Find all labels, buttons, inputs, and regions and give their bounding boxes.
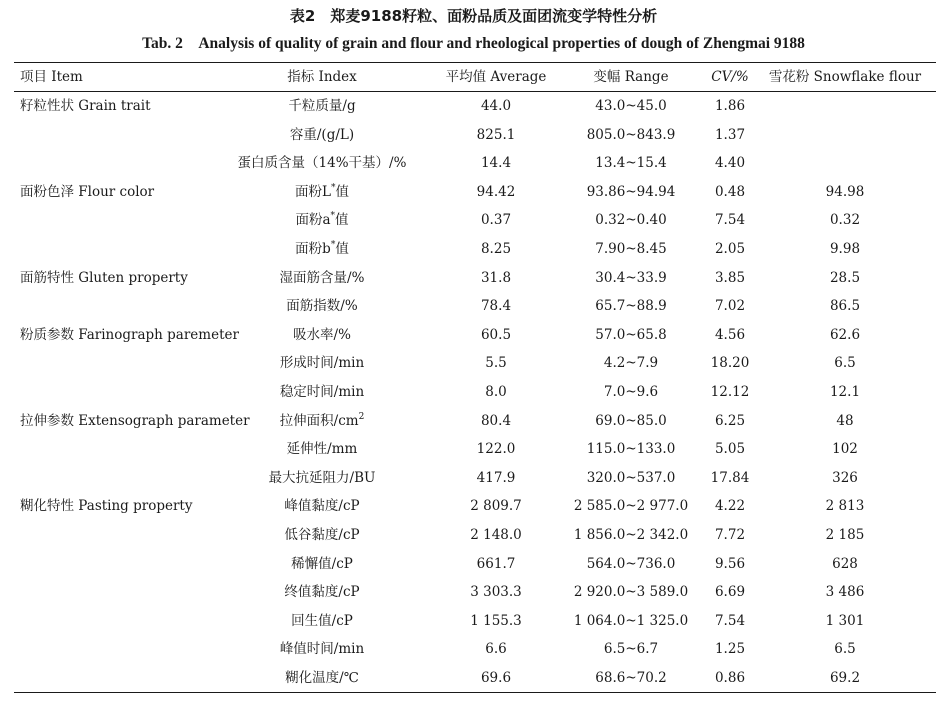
cv-value: 0.48	[714, 183, 746, 200]
average-value: 2 148.0	[470, 527, 522, 543]
table-row	[0, 149, 947, 177]
snowflake-value: 3 486	[825, 584, 865, 601]
index-label-superscript: *	[330, 211, 336, 222]
table-row	[0, 492, 947, 520]
average-value: 122.0	[476, 441, 516, 458]
average-value: 69.6	[480, 670, 512, 686]
average-value: 417.9	[476, 469, 516, 486]
table-row	[0, 292, 947, 320]
index-label: 吸水率/%	[293, 326, 351, 343]
header-cv: CV/%	[711, 69, 749, 85]
table-row	[0, 121, 947, 149]
table-row	[0, 464, 947, 492]
index-label-base: 面粉a	[295, 212, 331, 229]
index-label: 低谷黏度/cP	[284, 527, 360, 543]
range-value: 115.0~133.0	[586, 441, 676, 458]
index-label: 峰值黏度/cP	[284, 498, 360, 515]
cv-value: 7.54	[714, 612, 746, 629]
group-item-label: 拉伸参数 Extensograph parameter	[20, 412, 250, 429]
range-value: 805.0~843.9	[586, 126, 676, 143]
snowflake-value: 0.32	[829, 212, 861, 229]
index-label-base: 面粉L	[295, 183, 331, 200]
index-label-superscript: 2	[358, 411, 365, 422]
range-value: 57.0~65.8	[595, 326, 667, 343]
cv-value: 1.86	[714, 98, 746, 114]
cv-value: 2.05	[714, 241, 746, 257]
average-value: 3 303.3	[470, 584, 522, 601]
index-label: 容重/(g/L)	[289, 126, 355, 143]
table-row	[0, 178, 947, 206]
range-value: 4.2~7.9	[603, 355, 659, 372]
header-index: 指标 Index	[287, 69, 357, 85]
average-value: 78.4	[480, 298, 512, 315]
snowflake-value: 9.98	[829, 241, 861, 257]
range-value: 1 064.0~1 325.0	[573, 612, 689, 629]
group-item-label: 糊化特性 Pasting property	[20, 498, 193, 515]
group-item-label: 粉质参数 Farinograph paremeter	[20, 326, 239, 343]
header-average: 平均值 Average	[445, 69, 547, 85]
index-label: 延伸性/mm	[286, 441, 358, 458]
snowflake-value: 62.6	[829, 326, 861, 343]
table-row	[0, 235, 947, 263]
index-label-superscript: *	[330, 240, 336, 250]
snowflake-value: 2 185	[825, 527, 865, 543]
index-label: 面筋指数/%	[286, 298, 358, 315]
index-label-base: 面粉b	[295, 241, 331, 257]
snowflake-value	[760, 149, 930, 177]
index-label-base: 拉伸面积/cm	[279, 412, 359, 429]
index-label: 回生值/cP	[291, 612, 353, 629]
average-value: 14.4	[480, 155, 512, 172]
bottom-rule	[14, 692, 936, 693]
table-row	[0, 378, 947, 406]
cv-value: 6.25	[714, 412, 746, 429]
index-label: 稳定时间/min	[279, 384, 365, 400]
range-value: 7.0~9.6	[603, 384, 659, 400]
cv-value: 1.25	[714, 641, 746, 658]
range-value: 69.0~85.0	[595, 412, 667, 429]
index-label: 终值黏度/cP	[284, 584, 360, 601]
table-row	[0, 206, 947, 234]
range-value: 0.32~0.40	[595, 212, 667, 229]
index-label-tail: 值	[335, 241, 349, 257]
index-label	[212, 206, 432, 234]
table-title-english: Tab. 2 Analysis of quality of grain and flour and rheological properties of dough of Zhengmai 9188	[142, 35, 805, 52]
cv-value: 1.37	[714, 126, 746, 143]
header-item: 项目 Item	[20, 69, 83, 85]
snowflake-value: 326	[832, 469, 858, 486]
range-value: 2 920.0~3 589.0	[573, 584, 689, 601]
group-item-label: 面粉色泽 Flour color	[20, 183, 155, 200]
group-item-label: 面筋特性 Gluten property	[20, 269, 188, 286]
table-row	[0, 578, 947, 606]
table-row	[0, 635, 947, 663]
cv-value: 6.69	[714, 584, 746, 601]
average-value: 0.37	[480, 212, 512, 229]
snowflake-value: 1 301	[825, 612, 865, 629]
snowflake-value: 6.5	[834, 641, 856, 658]
index-label	[212, 235, 432, 263]
snowflake-value: 94.98	[825, 183, 865, 200]
table-row	[0, 321, 947, 349]
snowflake-value: 6.5	[834, 355, 856, 372]
index-label-superscript: *	[330, 182, 336, 193]
header-range: 变幅 Range	[593, 69, 669, 85]
snowflake-value: 69.2	[829, 670, 861, 686]
average-value: 60.5	[480, 326, 512, 343]
table-header-row	[0, 63, 947, 91]
index-label-tail: 值	[335, 212, 349, 229]
table-row	[0, 349, 947, 377]
cv-value: 9.56	[714, 555, 746, 572]
cv-value: 18.20	[710, 355, 750, 372]
range-value: 65.7~88.9	[595, 298, 667, 315]
snowflake-value: 2 813	[825, 498, 865, 515]
average-value: 2 809.7	[470, 498, 522, 515]
range-value: 320.0~537.0	[586, 469, 676, 486]
average-value: 8.0	[485, 384, 507, 400]
cv-value: 3.85	[714, 269, 746, 286]
table-title-chinese: 表2 郑麦9188籽粒、面粉品质及面团流变学特性分析	[289, 7, 658, 25]
cv-value: 4.22	[714, 498, 746, 515]
cv-value: 7.02	[714, 298, 746, 315]
snowflake-value: 48	[836, 412, 854, 429]
range-value: 1 856.0~2 342.0	[573, 527, 689, 543]
index-label: 最大抗延阻力/BU	[268, 469, 376, 486]
range-value: 6.5~6.7	[603, 641, 659, 658]
range-value: 93.86~94.94	[586, 183, 676, 200]
cv-value: 4.40	[714, 155, 746, 172]
table-row	[0, 607, 947, 635]
table-row	[0, 550, 947, 578]
cv-value: 17.84	[710, 469, 750, 486]
snowflake-value: 102	[832, 441, 858, 458]
snowflake-value	[760, 92, 930, 120]
snowflake-value: 86.5	[829, 298, 861, 315]
index-label: 稀懈值/cP	[291, 555, 353, 572]
average-value: 5.5	[485, 355, 507, 372]
group-item-label: 籽粒性状 Grain trait	[20, 98, 151, 114]
table-row	[0, 664, 947, 692]
snowflake-value	[760, 121, 930, 149]
index-label: 蛋白质含量（14%干基）/%	[237, 155, 407, 172]
average-value: 825.1	[476, 126, 516, 143]
cv-value: 0.86	[714, 670, 746, 686]
index-label: 糊化温度/℃	[285, 670, 359, 686]
cv-value: 12.12	[710, 384, 750, 400]
snowflake-value: 12.1	[829, 384, 861, 400]
index-label: 湿面筋含量/%	[279, 269, 365, 286]
table-row	[0, 264, 947, 292]
range-value: 564.0~736.0	[586, 555, 676, 572]
index-label	[212, 178, 432, 206]
range-value: 7.90~8.45	[595, 241, 667, 257]
cv-value: 7.54	[714, 212, 746, 229]
range-value: 68.6~70.2	[595, 670, 667, 686]
cv-value: 5.05	[714, 441, 746, 458]
range-value: 43.0~45.0	[595, 98, 667, 114]
average-value: 661.7	[476, 555, 516, 572]
average-value: 31.8	[480, 269, 512, 286]
index-label	[212, 407, 432, 435]
average-value: 1 155.3	[470, 612, 522, 629]
snowflake-value: 28.5	[829, 269, 861, 286]
average-value: 8.25	[480, 241, 512, 257]
average-value: 80.4	[480, 412, 512, 429]
table-row	[0, 407, 947, 435]
average-value: 6.6	[485, 641, 507, 658]
average-value: 94.42	[476, 183, 516, 200]
range-value: 13.4~15.4	[595, 155, 667, 172]
average-value: 44.0	[480, 98, 512, 114]
index-label: 峰值时间/min	[279, 641, 365, 658]
range-value: 30.4~33.9	[595, 269, 667, 286]
table-row	[0, 92, 947, 120]
snowflake-value: 628	[832, 555, 858, 572]
range-value: 2 585.0~2 977.0	[573, 498, 689, 515]
index-label: 形成时间/min	[279, 355, 365, 372]
index-label: 千粒质量/g	[288, 98, 356, 114]
index-label-tail: 值	[335, 183, 349, 200]
cv-value: 4.56	[714, 326, 746, 343]
table-row	[0, 435, 947, 463]
table-row	[0, 521, 947, 549]
header-snowflake: 雪花粉 Snowflake flour	[768, 69, 922, 85]
cv-value: 7.72	[714, 527, 746, 543]
